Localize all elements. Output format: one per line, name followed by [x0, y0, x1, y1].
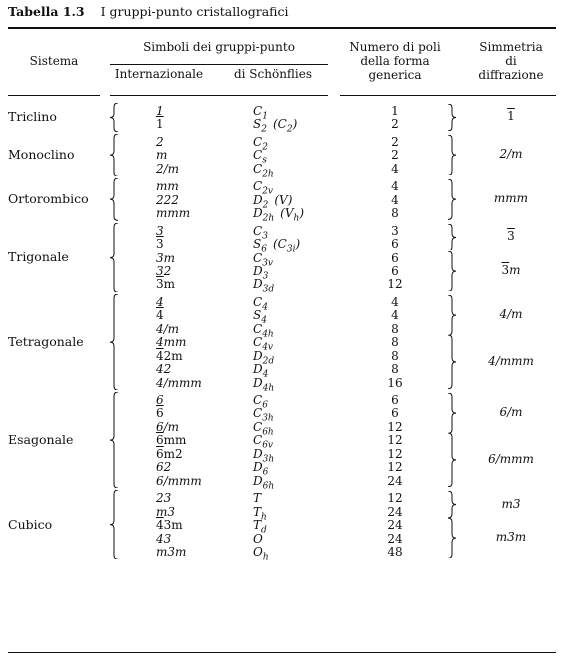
intl-symbol-text: 43 [156, 531, 172, 546]
bottom-rule [8, 652, 556, 653]
diffraction-symbol [470, 229, 552, 243]
diffraction-symbol-text: m3 [501, 496, 521, 511]
header-internazionale: Internazionale [114, 67, 204, 81]
system-name: Triclino [8, 109, 57, 125]
intl-symbol [156, 474, 202, 488]
schoenflies-subscript: 4 [261, 315, 267, 326]
intl-symbol-text: 32 [156, 263, 172, 278]
diffraction-symbol [470, 354, 552, 368]
intl-symbol [156, 406, 164, 420]
header-simmetria-line3: diffrazione [478, 68, 544, 82]
poles-count: 12 [387, 433, 403, 448]
table-label: Tabella 1.3 [8, 4, 85, 19]
intl-symbol [156, 335, 186, 349]
schoenflies-subscript: d [261, 525, 267, 536]
intl-symbol-text [156, 277, 175, 291]
schoenflies-base: O [253, 544, 263, 559]
intl-symbol [156, 206, 190, 220]
right-brace [446, 251, 456, 291]
left-brace [110, 392, 120, 488]
intl-symbol-barred-digit: 3 [156, 277, 164, 292]
intl-symbol-text [156, 447, 183, 461]
poles-count: 1 [391, 104, 399, 118]
schoenflies-alt-close: ) [295, 237, 301, 252]
intl-symbol-text: 3 [156, 223, 164, 238]
diffraction-symbol [470, 452, 552, 466]
poles-count: 8 [391, 335, 399, 350]
header-numero-poli-line2: della forma [360, 54, 430, 68]
schoenflies-alt: (C [272, 237, 287, 252]
schoenflies-subscript: 4h [262, 329, 274, 340]
intl-symbol-text: 6 [156, 393, 164, 407]
right-brace [446, 491, 456, 518]
schoenflies-base: C [253, 104, 263, 118]
poles-count: 24 [387, 504, 403, 519]
left-brace [110, 490, 120, 559]
diffraction-barred-digit: 3 [507, 229, 515, 244]
intl-symbol [156, 420, 179, 434]
right-brace [446, 393, 456, 433]
schoenflies-subscript: 2 [262, 142, 268, 153]
diffraction-symbol [470, 307, 552, 321]
schoenflies-subscript: 6h [262, 481, 275, 492]
intl-symbol [156, 104, 164, 118]
schoenflies-subscript: 2h [262, 213, 275, 224]
schoenflies-base: D [253, 473, 263, 488]
schoenflies-base: D [253, 446, 263, 461]
diffraction-symbol-text: 4/mmm [488, 354, 534, 369]
schoenflies-base: D [253, 277, 263, 292]
schoenflies-subscript: 6 [262, 467, 269, 478]
right-brace [446, 295, 456, 335]
schoenflies-base: C [253, 433, 263, 448]
schoenflies-subscript: 4 [262, 302, 268, 313]
schoenflies-subscript: 3d [262, 284, 275, 295]
header-schoenflies: di Schönflies [233, 67, 313, 81]
intl-symbol-text: 23 [156, 491, 172, 506]
schoenflies-subscript: 3h [262, 413, 274, 424]
diffraction-symbol [470, 147, 552, 161]
intl-symbol-rest: 2m [163, 348, 183, 363]
schoenflies-alt-subscript: 3i [286, 244, 296, 255]
right-brace [446, 135, 456, 175]
poles-count: 12 [387, 446, 403, 461]
system-name: Trigonale [8, 249, 69, 265]
schoenflies-base: C [253, 419, 263, 434]
poles-count: 24 [387, 518, 403, 533]
intl-symbol-text: 42 [156, 362, 172, 377]
schoenflies-subscript: 1 [262, 111, 268, 122]
schoenflies-subscript: h [261, 511, 267, 522]
poles-count: 12 [387, 460, 403, 475]
intl-symbol [156, 264, 171, 278]
poles-count: 4 [391, 308, 399, 323]
intl-symbol [156, 277, 175, 291]
intl-symbol-text [156, 349, 183, 363]
intl-symbol-rest: 3m [163, 518, 183, 533]
schoenflies-alt-subscript: 2 [286, 124, 293, 135]
diffraction-symbol-text [507, 229, 515, 243]
schoenflies-symbol [253, 532, 263, 546]
header-numero-poli [340, 40, 450, 82]
left-brace [110, 223, 120, 292]
intl-symbol-text [156, 518, 183, 532]
intl-symbol-text: 2 [156, 134, 164, 149]
intl-symbol [156, 117, 164, 131]
schoenflies-subscript: h [262, 552, 269, 563]
intl-symbol-barred-digit: 4 [156, 518, 164, 533]
intl-symbol-text: m3 [156, 504, 176, 519]
schoenflies-base: C [253, 250, 263, 265]
schoenflies-subscript: 2 [262, 200, 269, 211]
intl-symbol-text: 4/m [156, 321, 180, 336]
intl-symbol [156, 148, 167, 162]
schoenflies-alt-close: ) [292, 117, 298, 132]
schoenflies-base: C [253, 335, 263, 350]
table-title: I gruppi-punto cristallografici [100, 4, 289, 19]
schoenflies-base: T [253, 491, 262, 506]
diffraction-symbol [470, 109, 552, 123]
diffraction-symbol-text: 4/m [499, 307, 523, 322]
schoenflies-base: D [253, 362, 263, 377]
intl-symbol-text: 3 [156, 237, 164, 252]
schoenflies-base: C [253, 161, 263, 176]
schoenflies-subscript: 6h [262, 427, 274, 438]
schoenflies-alt: (C [272, 117, 287, 132]
schoenflies-base: C [253, 321, 263, 336]
schoenflies-subscript: 2 [261, 124, 267, 135]
poles-count: 48 [387, 544, 403, 559]
intl-symbol-text: 4 [156, 294, 164, 309]
intl-symbol-text: mmm [156, 206, 191, 221]
schoenflies-subscript: 6v [262, 440, 273, 451]
poles-count: 6 [391, 263, 399, 278]
schoenflies-subscript: 6 [262, 400, 268, 411]
diffraction-symbol-text: m3m [495, 530, 527, 545]
intl-symbol-rest: m [163, 277, 176, 292]
diffraction-symbol [470, 530, 552, 544]
intl-symbol [156, 393, 164, 407]
header-simmetria-line2: di [505, 54, 517, 68]
header-rule-right [340, 95, 556, 96]
header-rule-mid [110, 95, 328, 96]
intl-symbol [156, 322, 179, 336]
intl-symbol-text: 222 [156, 192, 179, 207]
poles-count: 4 [391, 161, 399, 176]
header-rule-left [8, 95, 100, 96]
intl-symbol-rest: mm [163, 433, 187, 448]
right-brace [446, 518, 456, 558]
intl-symbol [156, 362, 171, 376]
schoenflies-base: D [253, 460, 263, 475]
header-numero-poli-line3: generica [368, 68, 422, 82]
schoenflies-base: D [253, 206, 263, 221]
poles-count: 2 [391, 134, 399, 149]
right-brace [446, 104, 456, 131]
poles-count: 12 [387, 419, 403, 434]
schoenflies-alt: (V [280, 206, 294, 221]
poles-count: 12 [387, 491, 403, 506]
schoenflies-base: D [253, 348, 263, 363]
intl-symbol-barred-digit: 6 [156, 433, 164, 448]
poles-count: 6 [391, 406, 399, 421]
intl-symbol-text: 3m [156, 250, 176, 265]
schoenflies-subscript: 6 [261, 244, 267, 255]
header-simmetria-line1: Simmetria [479, 40, 543, 54]
schoenflies-alt-close: ) [299, 206, 304, 221]
schoenflies-subscript: 2v [262, 186, 273, 197]
intl-symbol [156, 295, 164, 309]
schoenflies-subscript: 2h [262, 169, 274, 180]
schoenflies-base: D [253, 375, 263, 390]
diffraction-rest: m [509, 262, 521, 277]
system-name: Ortorombico [8, 191, 89, 207]
simboli-subrule [110, 64, 328, 65]
schoenflies-subscript: 3 [262, 271, 269, 282]
schoenflies-base: S [253, 308, 262, 323]
intl-symbol [156, 518, 183, 532]
intl-symbol-text: 2/m [156, 161, 180, 176]
intl-symbol [156, 349, 183, 363]
intl-symbol-text: 4mm [156, 335, 187, 350]
schoenflies-subscript: 4h [262, 382, 275, 393]
left-brace [110, 134, 120, 176]
schoenflies-base: O [253, 531, 263, 546]
poles-count: 6 [391, 393, 399, 407]
schoenflies-symbol [253, 491, 261, 505]
intl-symbol [156, 224, 164, 238]
table-caption [8, 4, 289, 19]
diffraction-symbol [470, 497, 552, 511]
schoenflies-subscript: 3h [262, 454, 275, 465]
left-brace [110, 294, 120, 390]
intl-symbol [156, 193, 179, 207]
schoenflies-base: C [253, 134, 263, 149]
system-name: Tetragonale [8, 333, 84, 349]
left-brace [110, 178, 120, 220]
diffraction-symbol-text [501, 263, 520, 277]
header-simboli: Simboli dei gruppi-punto [143, 40, 295, 54]
intl-symbol [156, 376, 202, 390]
diffraction-symbol-text: 6/m [499, 405, 523, 420]
intl-symbol [156, 545, 186, 559]
poles-count: 12 [387, 277, 403, 292]
intl-symbol-text [156, 433, 186, 447]
diffraction-symbol [470, 191, 552, 205]
intl-symbol-text: 6 [156, 406, 164, 421]
right-brace [446, 224, 456, 251]
top-rule [8, 27, 556, 29]
intl-symbol-text: mm [156, 179, 179, 194]
poles-count: 8 [391, 206, 399, 221]
poles-count: 4 [391, 179, 399, 194]
intl-symbol [156, 162, 179, 176]
schoenflies-base: D [253, 192, 263, 207]
poles-count: 6 [391, 237, 399, 252]
diffraction-symbol-text: 2/m [499, 147, 523, 162]
poles-count: 16 [387, 375, 403, 390]
poles-count: 24 [387, 531, 403, 546]
system-name: Cubico [8, 516, 53, 532]
diffraction-symbol-text: mmm [493, 191, 529, 206]
intl-symbol-barred-digit: 6 [156, 446, 164, 461]
schoenflies-base: T [253, 518, 262, 533]
intl-symbol [156, 237, 164, 251]
poles-count: 6 [391, 250, 399, 265]
system-name: Esagonale [8, 432, 74, 448]
intl-symbol-barred-digit: 4 [156, 348, 164, 363]
schoenflies-base: C [253, 179, 263, 194]
schoenflies-subscript: s [262, 155, 267, 166]
intl-symbol [156, 433, 186, 447]
schoenflies-alt: (V) [274, 192, 293, 207]
right-brace [446, 433, 456, 487]
poles-count: 8 [391, 321, 399, 336]
header-numero-poli-line1: Numero di poli [349, 40, 441, 54]
schoenflies-symbol [253, 545, 269, 564]
poles-count: 8 [391, 348, 399, 363]
schoenflies-subscript: 4v [262, 342, 273, 353]
intl-symbol-text: 1 [156, 117, 164, 132]
schoenflies-subscript: 3v [262, 257, 273, 268]
intl-symbol-text: 6/mmm [156, 473, 202, 488]
schoenflies-base: T [253, 504, 262, 519]
intl-symbol [156, 532, 171, 546]
intl-symbol-text: 1 [156, 104, 164, 118]
right-brace [446, 179, 456, 219]
intl-symbol [156, 308, 164, 322]
schoenflies-subscript: 4 [262, 369, 269, 380]
intl-symbol [156, 135, 164, 149]
schoenflies-base: C [253, 393, 263, 407]
poles-count: 4 [391, 294, 399, 309]
schoenflies-base: C [253, 294, 263, 309]
schoenflies-base: D [253, 263, 263, 278]
header-simmetria [466, 40, 556, 82]
system-name: Monoclino [8, 147, 75, 163]
intl-symbol-text: 4/mmm [156, 375, 202, 390]
poles-count: 24 [387, 473, 403, 488]
schoenflies-base: C [253, 223, 263, 238]
intl-symbol [156, 251, 175, 265]
poles-count: 4 [391, 192, 399, 207]
intl-symbol-text: 4 [156, 308, 164, 323]
poles-count: 8 [391, 362, 399, 377]
schoenflies-base: S [253, 237, 262, 252]
poles-count: 2 [391, 117, 399, 132]
intl-symbol-text: 62 [156, 460, 172, 475]
left-brace [110, 103, 120, 132]
intl-symbol [156, 447, 183, 461]
diffraction-symbol-text [507, 109, 515, 123]
diffraction-barred-digit: 1 [507, 109, 515, 124]
intl-symbol-text: m [156, 148, 168, 163]
schoenflies-base: C [253, 406, 263, 421]
diffraction-barred-digit: 3 [501, 262, 510, 277]
diffraction-symbol-text: 6/mmm [488, 452, 534, 467]
poles-count: 3 [391, 223, 399, 238]
diffraction-symbol [470, 263, 552, 277]
intl-symbol-rest: m2 [163, 446, 183, 461]
schoenflies-subscript: 3 [262, 230, 268, 241]
intl-symbol [156, 460, 171, 474]
schoenflies-base: S [253, 117, 262, 132]
intl-symbol-text: 6/m [156, 419, 180, 434]
intl-symbol-text: m3m [156, 544, 187, 559]
header-sistema: Sistema [29, 54, 79, 68]
poles-count: 2 [391, 148, 399, 163]
intl-symbol [156, 179, 179, 193]
diffraction-symbol [470, 405, 552, 419]
schoenflies-subscript: 2d [262, 356, 275, 367]
right-brace [446, 335, 456, 389]
schoenflies-base: C [253, 148, 263, 163]
intl-symbol [156, 491, 171, 505]
intl-symbol [156, 505, 175, 519]
schoenflies-alt-subscript: h [293, 213, 300, 224]
